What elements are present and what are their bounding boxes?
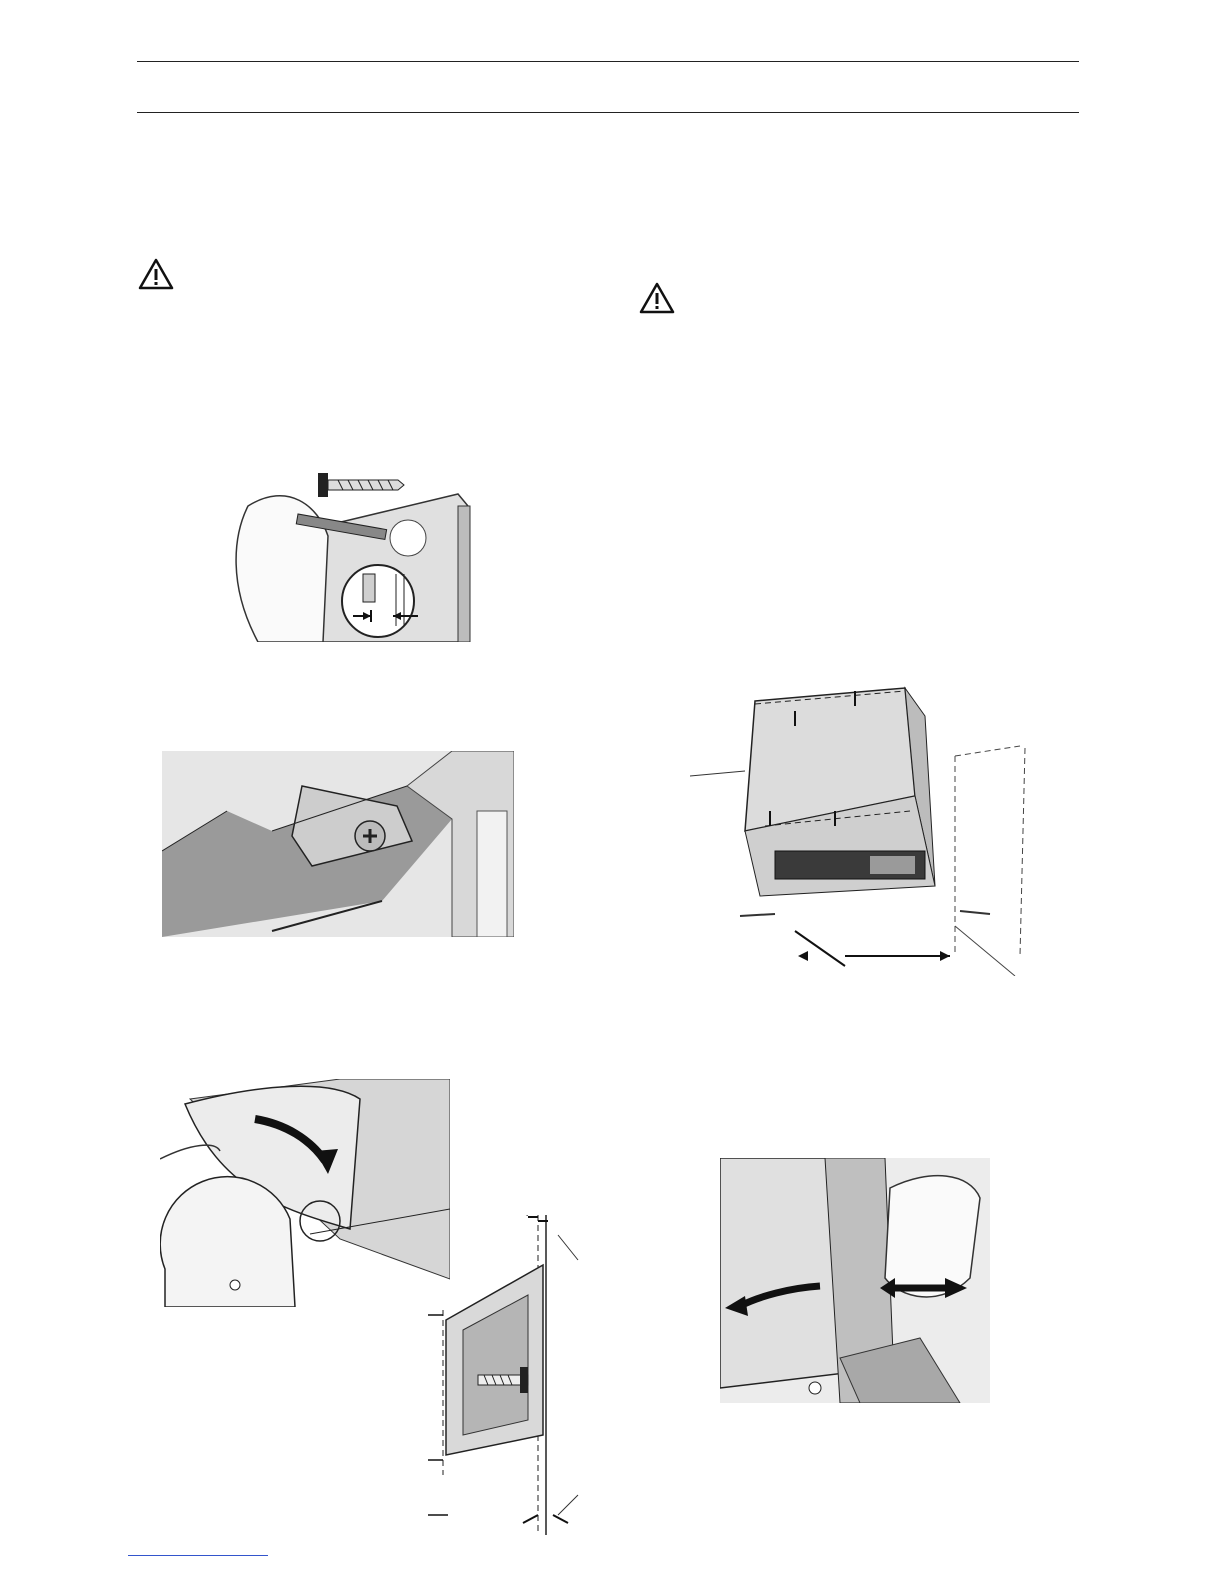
header-rule-top [137, 61, 1079, 62]
figure-side-screw-fixing [418, 1215, 583, 1540]
figure-screw-alignment [228, 466, 473, 642]
warning-triangle-icon [639, 282, 675, 314]
figure-panel-release [720, 1158, 990, 1403]
header-rule-bottom [137, 112, 1079, 113]
figure-door-rotation [160, 1079, 450, 1307]
figure-bracket-corner [162, 751, 514, 937]
figure-cabinet-dimensions [690, 686, 1030, 976]
warning-triangle-icon [138, 258, 174, 290]
footer-link-underline [128, 1555, 268, 1556]
